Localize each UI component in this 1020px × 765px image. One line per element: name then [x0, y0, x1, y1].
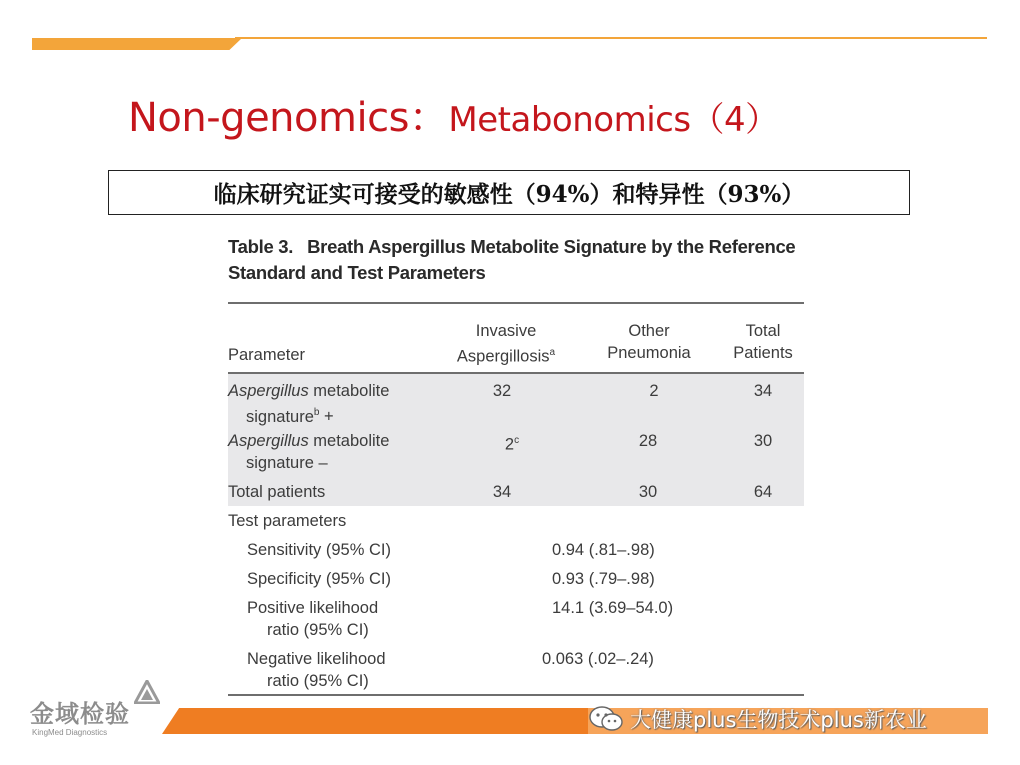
row1-invasive: 32	[492, 382, 512, 400]
negative-lr-line1: Negative likelihood	[247, 650, 386, 668]
row2-label-rest: metabolite	[308, 432, 390, 450]
header-invasive	[440, 320, 572, 368]
table-caption	[228, 234, 818, 286]
watermark-text: 大健康plus生物技术plus新农业	[630, 708, 927, 732]
bottom-accent-bar	[162, 708, 590, 734]
header-invasive-line2: Aspergillosis	[456, 347, 550, 366]
slide-title-main: Non-genomics：	[128, 95, 449, 141]
table-caption-line1: Breath Aspergillus Metabolite Signature by the Reference	[307, 236, 796, 257]
header-total-line2: Patients	[733, 344, 793, 362]
row1-label-italic: Aspergillus	[228, 382, 309, 400]
test-param-label-positive-lr	[247, 597, 378, 641]
negative-lr-line2: ratio (95% CI)	[267, 672, 369, 690]
table-row-label	[228, 430, 389, 474]
row1-label-suffix: +	[319, 407, 334, 426]
findings-callout: 临床研究证实可接受的敏感性（94%）和特异性（93%）	[108, 170, 910, 215]
header-other-line1: Other	[628, 322, 670, 340]
row1-label-line2: signature	[246, 407, 314, 426]
row1-other: 2	[649, 382, 659, 400]
table-caption-number: Table 3.	[228, 236, 294, 257]
positive-lr-line1: Positive likelihood	[247, 599, 379, 617]
kingmed-logo-icon	[134, 680, 160, 704]
test-param-label-sensitivity: Sensitivity (95% CI)	[247, 541, 391, 559]
table-row-label	[228, 380, 389, 428]
header-other	[590, 320, 708, 364]
kingmed-logo	[30, 676, 160, 742]
row2-invasive	[472, 430, 552, 456]
table-top-rule	[228, 302, 804, 304]
table-bottom-rule	[228, 694, 804, 696]
row3-label: Total patients	[228, 483, 326, 501]
test-param-label-negative-lr	[247, 648, 386, 692]
positive-lr-line2: ratio (95% CI)	[267, 621, 369, 639]
header-other-line2: Pneumonia	[607, 344, 691, 362]
row3-other: 30	[638, 483, 658, 501]
table-caption-line2: Standard and Test Parameters	[228, 262, 486, 283]
slide-title	[128, 86, 779, 143]
header-invasive-sup: a	[549, 347, 556, 358]
row1-label-sup: b	[313, 407, 320, 418]
row1-total: 34	[753, 382, 773, 400]
top-accent-bar	[32, 38, 242, 50]
header-invasive-line1: Invasive	[475, 322, 537, 340]
header-total	[718, 320, 808, 364]
slide-title-sub: Metabonomics（4）	[448, 100, 779, 140]
logo-english-text: KingMed Diagnostics	[32, 728, 108, 737]
row2-total: 30	[753, 432, 773, 450]
wechat-watermark	[588, 704, 927, 734]
row1-label-rest: metabolite	[308, 382, 390, 400]
row2-invasive-value: 2	[504, 435, 515, 454]
row2-label-line2: signature –	[246, 454, 328, 472]
row3-invasive: 34	[492, 483, 512, 501]
test-param-value-specificity: 0.93 (.79–.98)	[552, 570, 655, 588]
test-param-value-negative-lr: 0.063 (.02–.24)	[542, 650, 654, 668]
row3-total: 64	[753, 483, 773, 501]
row2-label-italic: Aspergillus	[228, 432, 309, 450]
header-total-line1: Total	[745, 322, 781, 340]
row2-invasive-sup: c	[514, 435, 520, 446]
logo-chinese-text: 金域检验	[30, 700, 130, 728]
test-param-value-sensitivity: 0.94 (.81–.98)	[552, 541, 655, 559]
test-param-label-specificity: Specificity (95% CI)	[247, 570, 391, 588]
wechat-icon	[588, 705, 624, 733]
row2-other: 28	[638, 432, 658, 450]
table-header-rule	[228, 372, 804, 374]
header-parameter: Parameter	[228, 346, 306, 364]
top-accent-line	[235, 37, 987, 39]
test-parameters-heading: Test parameters	[228, 512, 347, 530]
test-param-value-positive-lr: 14.1 (3.69–54.0)	[552, 599, 674, 617]
